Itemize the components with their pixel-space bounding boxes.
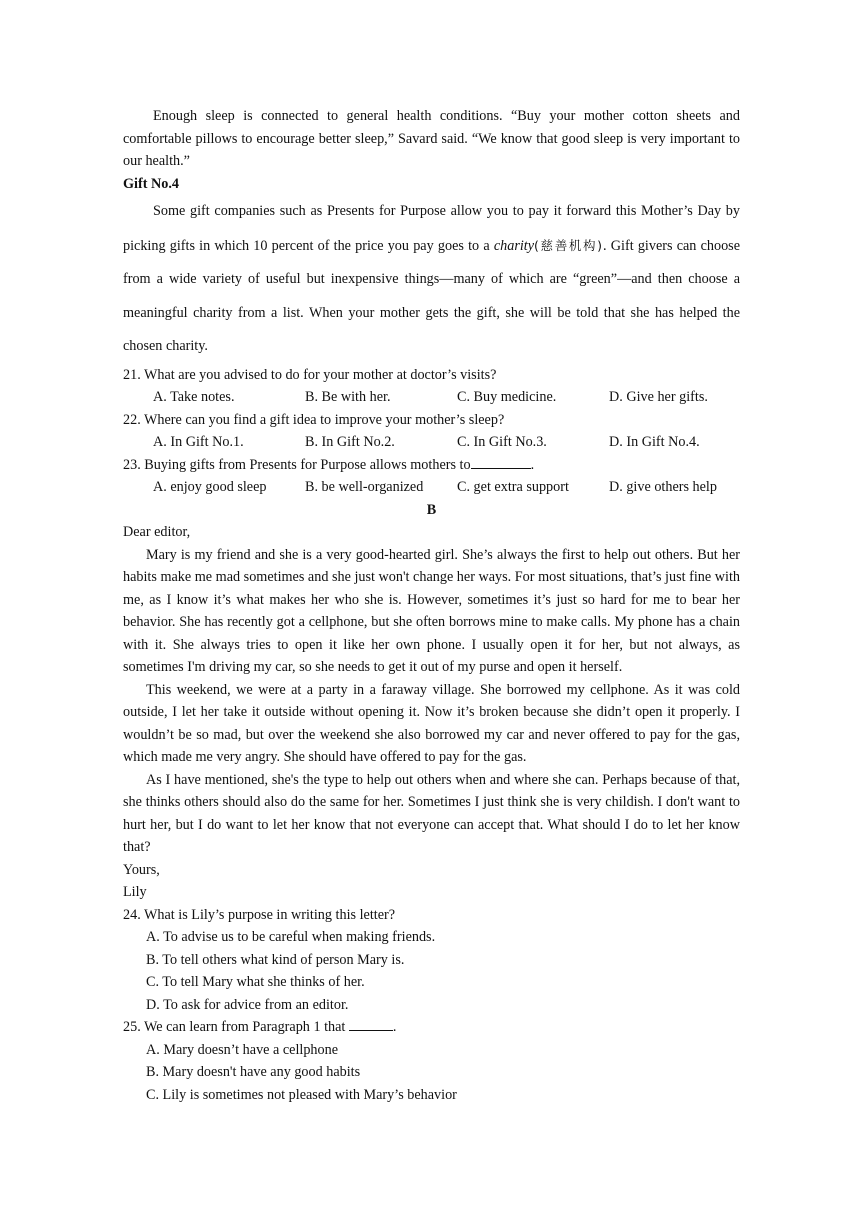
gift4-italic-term: charity <box>493 237 535 254</box>
option-a: A. Take notes. <box>153 389 235 405</box>
question-23 <box>123 454 740 499</box>
gift4-heading: Gift No.4 <box>123 175 179 192</box>
question-stem <box>123 454 740 477</box>
gift4-text-end: . Gift givers can choose from a wide variety of useful but inexpensive things—many of which are “green”—and then choose a meaningful charity from a list. When your mother gets the gift, she will be told that she has helped the chosen charity. <box>123 237 740 354</box>
option-c: C. Buy medicine. <box>457 389 557 405</box>
question-22 <box>123 409 740 454</box>
answer-blank <box>349 1018 393 1031</box>
letter-salutation: Dear editor, <box>123 524 191 540</box>
question-21 <box>123 364 740 409</box>
option-b: B. To tell others what kind of person Mary is. <box>146 951 405 968</box>
question-stem: 24. What is Lily’s purpose in writing this letter? <box>123 906 396 923</box>
letter-closing: Yours, <box>123 861 160 878</box>
gift4-paragraph <box>123 195 740 364</box>
gift3-closing-paragraph: Enough sleep is connected to general health conditions. “Buy your mother cotton sheets and comfortable pillows to encourage better sleep,” Savard said. “We know that good sleep is very important to our health.” <box>123 108 740 169</box>
question-options <box>123 431 740 454</box>
stem-text: 25. We can learn from Paragraph 1 that <box>123 1019 349 1035</box>
option-a: A. enjoy good sleep <box>153 479 267 495</box>
stem-text: 23. Buying gifts from Presents for Purpose allows mothers to <box>123 456 471 473</box>
letter-signature: Lily <box>123 884 147 900</box>
option-b: B. In Gift No.2. <box>305 434 395 450</box>
document-page <box>123 105 740 1106</box>
option-c: C. To tell Mary what she thinks of her. <box>146 974 365 990</box>
question-options <box>123 476 740 499</box>
question-stem: 21. What are you advised to do for your mother at doctor’s visits? <box>123 366 497 383</box>
gift4-section <box>123 195 740 364</box>
option-b: B. be well-organized <box>305 479 424 495</box>
option-a: A. To advise us to be careful when making friends. <box>146 929 436 945</box>
gift4-chinese-gloss: (慈善机构) <box>534 237 604 253</box>
stem-period: . <box>530 456 535 473</box>
option-c: C. In Gift No.3. <box>457 434 547 450</box>
option-c: C. Lily is sometimes not pleased with Mary’s behavior <box>146 1086 457 1103</box>
question-stem: 22. Where can you find a gift idea to improve your mother’s sleep? <box>123 411 505 428</box>
option-d: D. give others help <box>609 479 717 495</box>
option-b: B. Be with her. <box>305 389 391 405</box>
answer-blank <box>471 454 531 469</box>
option-d: D. Give her gifts. <box>609 389 708 405</box>
question-25 <box>123 1016 740 1106</box>
option-d: D. To ask for advice from an editor. <box>146 996 349 1013</box>
section-b-label: B <box>426 501 437 518</box>
letter-paragraph-3: As I have mentioned, she's the type to help out others when and where she can. Perhaps because of that, she thinks others should also do the same for her. Sometimes I just think she is very childish. I don't want to hurt her, but I do want to let her know that not everyone can accept that. What should I do to let her know that? <box>123 771 740 855</box>
gift4-text-start: Some gift companies such as Presents for Purpose allow you to pay it forward this Mother’s Day by picking gifts in which 10 percent of the price you pay goes to a <box>123 203 740 254</box>
letter-paragraph-2: This weekend, we were at a party in a faraway village. She borrowed my cellphone. As it was cold outside, I let her take it outside without opening it. Now it’s broken because she didn’t open it properly. I wouldn’t be so mad, but over the weekend she also borrowed my car and never offered to pay for the gas, which made me very angry. She should have offered to pay for the gas. <box>123 681 740 765</box>
stem-period: . <box>392 1019 397 1035</box>
option-a: A. Mary doesn’t have a cellphone <box>146 1041 338 1058</box>
option-c: C. get extra support <box>457 479 569 495</box>
letter-paragraph-1: Mary is my friend and she is a very good-hearted girl. She’s always the first to help out others. But her habits make me mad sometimes and she just won't change her ways. For most situations, that’s just fine with me, as I know it’s what makes her who she is. However, sometimes it’s just so hard for me to bear her behavior. She has recently got a cellphone, but she often borrows mine to make calls. My phone has a chain with it. She always tries to open it like her own phone. I usually open it for her, but not always, as sometimes I'm driving my car, so she needs to get it out of my purse and open it herself. <box>123 546 740 675</box>
question-stem <box>123 1016 740 1039</box>
option-d: D. In Gift No.4. <box>609 434 700 450</box>
question-options <box>123 386 740 409</box>
question-24 <box>123 904 740 1017</box>
option-b: B. Mary doesn't have any good habits <box>146 1064 361 1080</box>
option-a: A. In Gift No.1. <box>153 434 244 450</box>
